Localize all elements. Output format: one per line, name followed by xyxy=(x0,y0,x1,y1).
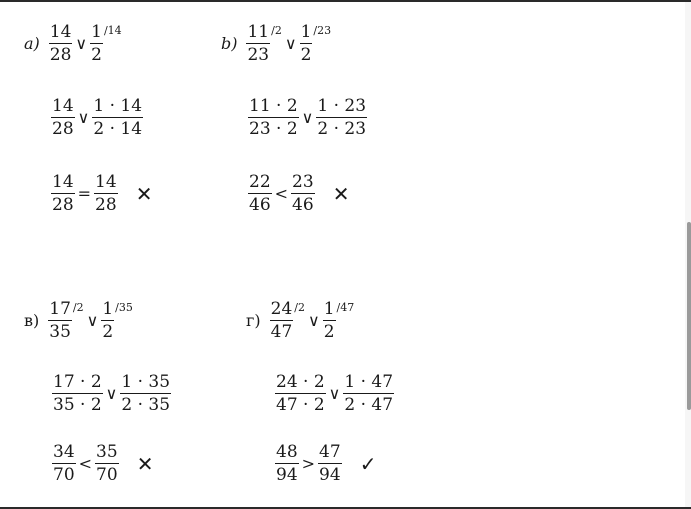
comparison-operator: ∨ xyxy=(328,384,341,403)
extra-factor-superscript: /2 xyxy=(72,300,84,314)
fraction: $\frac{1}{2}$ xyxy=(300,22,312,65)
problem-a-result xyxy=(51,174,152,214)
check-mark-icon: ✓ xyxy=(359,452,377,476)
fraction: $\frac{14}{28}$ xyxy=(49,22,72,65)
problem-v-step-2 xyxy=(52,374,171,414)
fraction: $\frac{1}{2}$ xyxy=(102,299,114,342)
cross-mark-icon: ✕ xyxy=(135,182,153,206)
fraction: $\frac{14}{28}$ xyxy=(52,96,74,139)
fraction: $\frac{24 \cdot 2}{47 \cdot 2}$ xyxy=(276,372,325,415)
fraction: $\frac{11 \cdot 2}{23 \cdot 2}$ xyxy=(249,96,298,139)
problem-g-statement xyxy=(246,301,354,341)
problem-v-result xyxy=(52,444,153,484)
fraction: $\frac{14}{28}$ xyxy=(52,172,74,215)
problem-label: a) xyxy=(24,34,40,53)
fraction: $\frac{1 \cdot 35}{2 \cdot 35}$ xyxy=(121,372,171,415)
cross-mark-icon: ✕ xyxy=(136,452,154,476)
problem-a-step-2 xyxy=(51,98,143,138)
problem-b-result xyxy=(248,174,349,214)
comparison-operator: > xyxy=(301,454,316,473)
scrollbar-thumb[interactable] xyxy=(687,222,691,410)
fraction: $\frac{17}{35}$ xyxy=(49,299,71,342)
extra-factor-superscript: /23 xyxy=(313,23,332,37)
extra-factor-superscript: /47 xyxy=(336,300,355,314)
extra-factor-superscript: /14 xyxy=(103,23,122,37)
fraction: $\frac{48}{94}$ xyxy=(276,442,298,485)
fraction: $\frac{24}{47}$ xyxy=(270,299,293,342)
fraction: $\frac{35}{70}$ xyxy=(96,442,118,485)
comparison-operator: < xyxy=(274,184,289,203)
comparison-operator: ∨ xyxy=(75,34,88,53)
fraction: $\frac{11}{23}$ xyxy=(247,22,270,65)
problem-b-step-2 xyxy=(248,98,367,138)
problem-g-result xyxy=(275,444,376,484)
fraction: $\frac{17 \cdot 2}{35 \cdot 2}$ xyxy=(53,372,102,415)
problem-g-step-2 xyxy=(275,374,394,414)
fraction: $\frac{14}{28}$ xyxy=(95,172,117,215)
fraction: $\frac{47}{94}$ xyxy=(319,442,341,485)
extra-factor-superscript: /2 xyxy=(271,23,282,37)
problem-a-statement xyxy=(24,24,122,64)
fraction: $\frac{23}{46}$ xyxy=(292,172,314,215)
comparison-operator: ∨ xyxy=(77,108,90,127)
fraction: $\frac{1 \cdot 47}{2 \cdot 47}$ xyxy=(344,372,394,415)
cross-mark-icon: ✕ xyxy=(332,182,350,206)
comparison-operator: < xyxy=(78,454,93,473)
extra-factor-superscript: /2 xyxy=(294,300,305,314)
extra-factor-superscript: /35 xyxy=(115,300,133,314)
problem-label: в) xyxy=(24,311,40,330)
fraction: $\frac{34}{70}$ xyxy=(53,442,75,485)
fraction: $\frac{1 \cdot 14}{2 \cdot 14}$ xyxy=(93,96,143,139)
fraction: $\frac{1}{2}$ xyxy=(91,22,102,65)
comparison-operator: ∨ xyxy=(284,34,297,53)
comparison-operator: ∨ xyxy=(307,311,320,330)
fraction: $\frac{1}{2}$ xyxy=(323,299,335,342)
comparison-operator: ∨ xyxy=(86,311,99,330)
problem-v-statement xyxy=(24,301,133,341)
fraction: $\frac{1 \cdot 23}{2 \cdot 23}$ xyxy=(317,96,367,139)
problem-b-statement xyxy=(221,24,331,64)
comparison-operator: = xyxy=(77,184,92,203)
fraction: $\frac{22}{46}$ xyxy=(249,172,271,215)
problem-label: г) xyxy=(246,311,261,330)
comparison-operator: ∨ xyxy=(301,108,314,127)
comparison-operator: ∨ xyxy=(105,384,118,403)
top-border xyxy=(0,0,691,2)
problem-label: b) xyxy=(221,34,238,53)
